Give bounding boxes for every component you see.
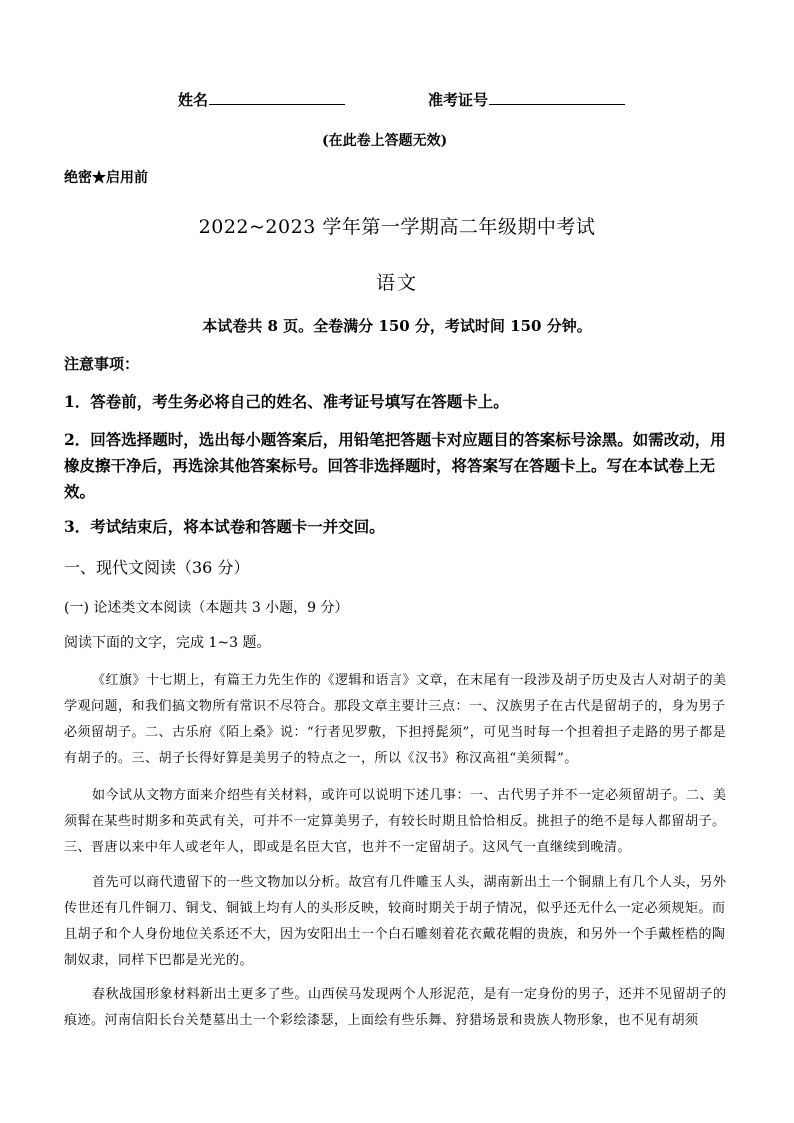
exam-info: 本试卷共 8 页。全卷满分 150 分，考试时间 150 分钟。 (202, 317, 592, 335)
note-item-3: 3．考试结束后，将本试卷和答题卡一并交回。 (64, 517, 385, 536)
subject-title: 语文 (375, 272, 418, 294)
section-subtitle: (一) 论述类文本阅读（本题共 3 小题，9 分） (64, 600, 349, 616)
exam-id-blank[interactable] (489, 90, 625, 105)
name-blank[interactable] (209, 90, 345, 105)
note-item-2: 2．回答选择题时，选出每小题答案后，用铅笔把答题卡对应题目的答案标号涂黑。如需改动，用橡皮擦干净后，再选涂其他答案标号。回答非选择题时，将答案写在答题卡上。写在本试卷上无效。 (64, 430, 726, 501)
invalid-note: (在此卷上答题无效) (322, 133, 448, 149)
passage-paragraph: 《红旗》十七期上，有篇王力先生作的《逻辑和语言》文章，在末尾有一段涉及胡子历史及古人对胡子的美学观问题，和我们搞文物所有常识不尽符合。那段文章主要计三点：一、汉族男子在古代是留胡子的，身为男子必须留胡子。二、古乐府《陌上桑》说：“行者见罗敷，下担捋髭须”，可见当时每一个担着担子走路的男子都是有胡子的。三、胡子长得好算是美男子的特点之一，所以《汉书》称汉高祖“美须髯”。 (64, 673, 727, 766)
section-instruction: 阅读下面的文字，完成 1~3 题。 (64, 635, 271, 651)
passage-paragraph: 首先可以商代遗留下的一些文物加以分析。故宫有几件雕玉人头，湖南新出土一个铜鼎上有几个人头，另外传世还有几件铜刀、铜戈、铜钺上均有人的头形反映，较商时期关于胡子情况，似乎还无什么一定必须规矩。而且胡子和个人身份地位关系还不大，因为安阳出土一个白石雕刻着花衣戴花帽的贵族，和另外一个手戴桎梏的陶制奴隶，同样下巴都是光光的。 (64, 875, 727, 968)
section-title: 一、现代文阅读（36 分） (64, 558, 250, 577)
name-field (178, 89, 345, 110)
note-item-1: 1．答卷前，考生务必将自己的姓名、准考证号填写在答题卡上。 (64, 392, 509, 411)
notes-heading: 注意事项： (64, 355, 140, 373)
exam-title: 2022~2023 学年第一学期高二年级期中考试 (198, 216, 596, 238)
secret-mark: 绝密★启用前 (64, 170, 148, 186)
exam-id-label: 准考证号 (428, 91, 489, 109)
passage-paragraph: 如今试从文物方面来介绍些有关材料，或许可以说明下述几事：一、古代男子并不一定必须留胡子。二、美须髯在某些时期多和英武有关，可并不一定算美男子，有较长时期且恰恰相反。挑担子的绝不是每人都留胡子。三、晋唐以来中年人或老年人，即或是名臣大官，也并不一定留胡子。这风气一直继续到晚清。 (64, 788, 727, 855)
passage-paragraph: 春秋战国形象材料新出土更多了些。山西侯马发现两个人形泥范，是有一定身份的男子，还并不见留胡子的痕迹。河南信阳长台关楚墓出土一个彩绘漆瑟，上面绘有些乐舞、狩猎场景和贵族人物形象，也不见有胡须 (64, 987, 727, 1028)
exam-id-field (428, 89, 625, 110)
name-label: 姓名 (178, 91, 209, 109)
